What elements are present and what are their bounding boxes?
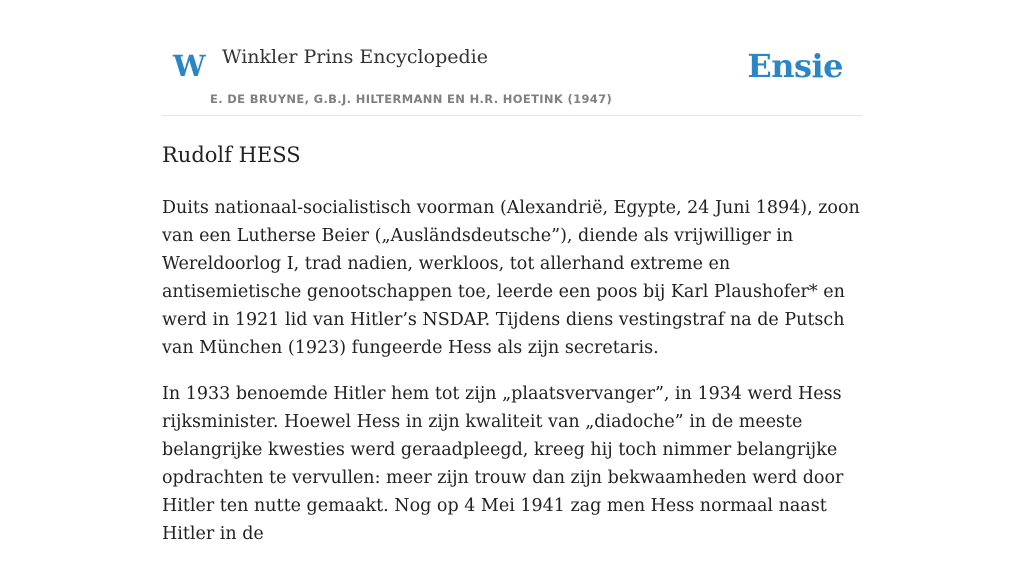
article-paragraph: In 1933 benoemde Hitler hem tot zijn „plaatsvervanger”, in 1934 werd Hess rijksminister. Hoewel Hess in zijn kwaliteit van „diadoche” in de meeste belangrijke kwesties werd geraadpleegd, kreeg hij toch nimmer belangrijke opdrachten te vervullen: meer zijn trouw dan zijn bekwaamheden werd door Hitler ten nutte gemaakt. Nog op 4 Mei 1941 zag men Hess normaal naast Hitler in de	[162, 384, 844, 544]
publication-authors: E. DE BRUYNE, G.B.J. HILTERMANN EN H.R. HOETINK (1947)	[210, 92, 613, 106]
publication-title[interactable]: Winkler Prins Encyclopedie	[222, 46, 488, 68]
ensie-brand-logo[interactable]: Ensie	[747, 47, 843, 85]
publication-header	[162, 30, 862, 116]
winkler-prins-logo[interactable]: W	[173, 49, 206, 83]
article-title: Rudolf HESS	[162, 143, 301, 167]
article-paragraph: Duits nationaal-socialistisch voorman (Alexandrië, Egypte, 24 Juni 1894), zoon van een Lutherse Beier („Ausländsdeutsche”), diende als vrijwilliger in Wereldoorlog I, trad nadien, werkloos, tot allerhand extreme en antisemietische genootschappen toe, leerde een poos bij Karl Plaushofer* en werd in 1921 lid van Hitler’s NSDAP. Tijdens diens vestingstraf na de Putsch van München (1923) fungeerde Hess als zijn secretaris.	[162, 198, 860, 358]
article	[162, 140, 862, 566]
